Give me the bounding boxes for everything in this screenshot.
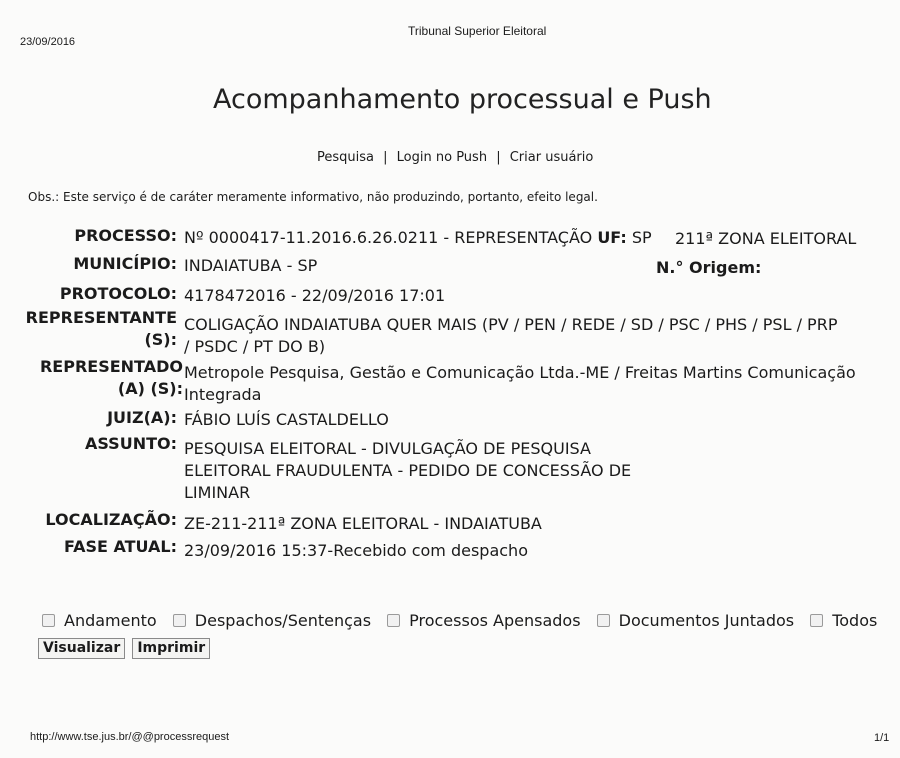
andamento-label: Andamento bbox=[64, 611, 157, 630]
nav-login-push-link[interactable]: Login no Push bbox=[396, 150, 488, 165]
fase-atual-label: FASE ATUAL: bbox=[63, 537, 177, 556]
representante-label-line: REPRESENTANTE bbox=[25, 308, 177, 327]
assunto-value-line: PESQUISA ELEITORAL - DIVULGAÇÃO DE PESQUISA bbox=[184, 439, 591, 458]
zona-eleitoral: 211ª ZONA ELEITORAL bbox=[675, 229, 857, 248]
juntados-checkbox[interactable] bbox=[597, 614, 610, 627]
print-site-name: Tribunal Superior Eleitoral bbox=[408, 24, 547, 38]
localizacao-label: LOCALIZAÇÃO: bbox=[45, 510, 177, 529]
action-buttons bbox=[38, 637, 212, 659]
fase-atual-value: 23/09/2016 15:37-Recebido com despacho bbox=[184, 541, 528, 560]
despachos-label: Despachos/Sentenças bbox=[194, 611, 372, 630]
nav-pesquisa-link[interactable]: Pesquisa bbox=[317, 150, 374, 165]
assunto-value-line: LIMINAR bbox=[184, 483, 251, 502]
option-andamento[interactable] bbox=[42, 611, 157, 630]
origem-label: N.° Origem: bbox=[656, 258, 762, 277]
municipio-label: MUNICÍPIO: bbox=[73, 254, 177, 273]
document-options bbox=[42, 611, 888, 631]
andamento-checkbox[interactable] bbox=[42, 614, 55, 627]
despachos-checkbox[interactable] bbox=[173, 614, 186, 627]
top-nav bbox=[317, 150, 593, 165]
assunto-label: ASSUNTO: bbox=[84, 434, 177, 453]
municipio-value: INDAIATUBA - SP bbox=[184, 256, 318, 275]
representado-value-line: Metropole Pesquisa, Gestão e Comunicação Ltda.-ME / Freitas Martins Comunicação bbox=[184, 363, 856, 382]
juiz-label: JUIZ(A): bbox=[107, 408, 177, 427]
todos-checkbox[interactable] bbox=[810, 614, 823, 627]
option-todos[interactable] bbox=[810, 611, 877, 630]
apensados-checkbox[interactable] bbox=[387, 614, 400, 627]
option-juntados[interactable] bbox=[597, 611, 794, 630]
juntados-label: Documentos Juntados bbox=[618, 611, 795, 630]
representante-value-line: COLIGAÇÃO INDAIATUBA QUER MAIS (PV / PEN / REDE / SD / PSC / PHS / PSL / PRP bbox=[184, 315, 838, 334]
assunto-value bbox=[184, 438, 631, 504]
assunto-value-line: ELEITORAL FRAUDULENTA - PEDIDO DE CONCESSÃO DE bbox=[184, 461, 632, 480]
representante-value-line: / PSDC / PT DO B) bbox=[184, 337, 326, 356]
imprimir-button[interactable]: Imprimir bbox=[132, 638, 210, 659]
processo-label: PROCESSO: bbox=[74, 226, 177, 245]
uf-value: SP bbox=[631, 228, 652, 247]
localizacao-value: ZE-211-211ª ZONA ELEITORAL - INDAIATUBA bbox=[184, 514, 542, 533]
nav-separator: | bbox=[496, 150, 501, 165]
print-page-number: 1/1 bbox=[874, 732, 890, 744]
representante-label-line: (S): bbox=[144, 330, 177, 349]
representado-label bbox=[40, 356, 183, 400]
representante-label bbox=[26, 307, 177, 351]
print-date: 23/09/2016 bbox=[20, 36, 76, 48]
option-apensados[interactable] bbox=[387, 611, 580, 630]
protocolo-label: PROTOCOLO: bbox=[59, 284, 177, 303]
representado-label-line: REPRESENTADO bbox=[39, 357, 183, 376]
representado-label-line: (A) (S): bbox=[117, 379, 183, 398]
apensados-label: Processos Apensados bbox=[409, 611, 581, 630]
option-despachos[interactable] bbox=[173, 611, 371, 630]
representante-value bbox=[184, 314, 837, 358]
processo-number: Nº 0000417-11.2016.6.26.0211 - REPRESENTAÇÃO bbox=[184, 228, 593, 247]
uf-label: UF: bbox=[597, 228, 627, 247]
juiz-value: FÁBIO LUÍS CASTALDELLO bbox=[184, 410, 389, 429]
nav-criar-usuario-link[interactable]: Criar usuário bbox=[509, 150, 594, 165]
todos-label: Todos bbox=[832, 611, 878, 630]
print-footer-url: http://www.tse.jus.br/@@processrequest bbox=[30, 731, 230, 743]
disclaimer-note: Obs.: Este serviço é de caráter meramente informativo, não produzindo, portanto, efeito legal. bbox=[28, 190, 598, 204]
nav-separator: | bbox=[383, 150, 388, 165]
processo-value bbox=[184, 228, 652, 247]
visualizar-button[interactable]: Visualizar bbox=[38, 638, 125, 659]
representado-value bbox=[184, 362, 856, 406]
representado-value-line: Integrada bbox=[184, 385, 262, 404]
page-title: Acompanhamento processual e Push bbox=[213, 84, 712, 115]
protocolo-value: 4178472016 - 22/09/2016 17:01 bbox=[184, 286, 446, 305]
